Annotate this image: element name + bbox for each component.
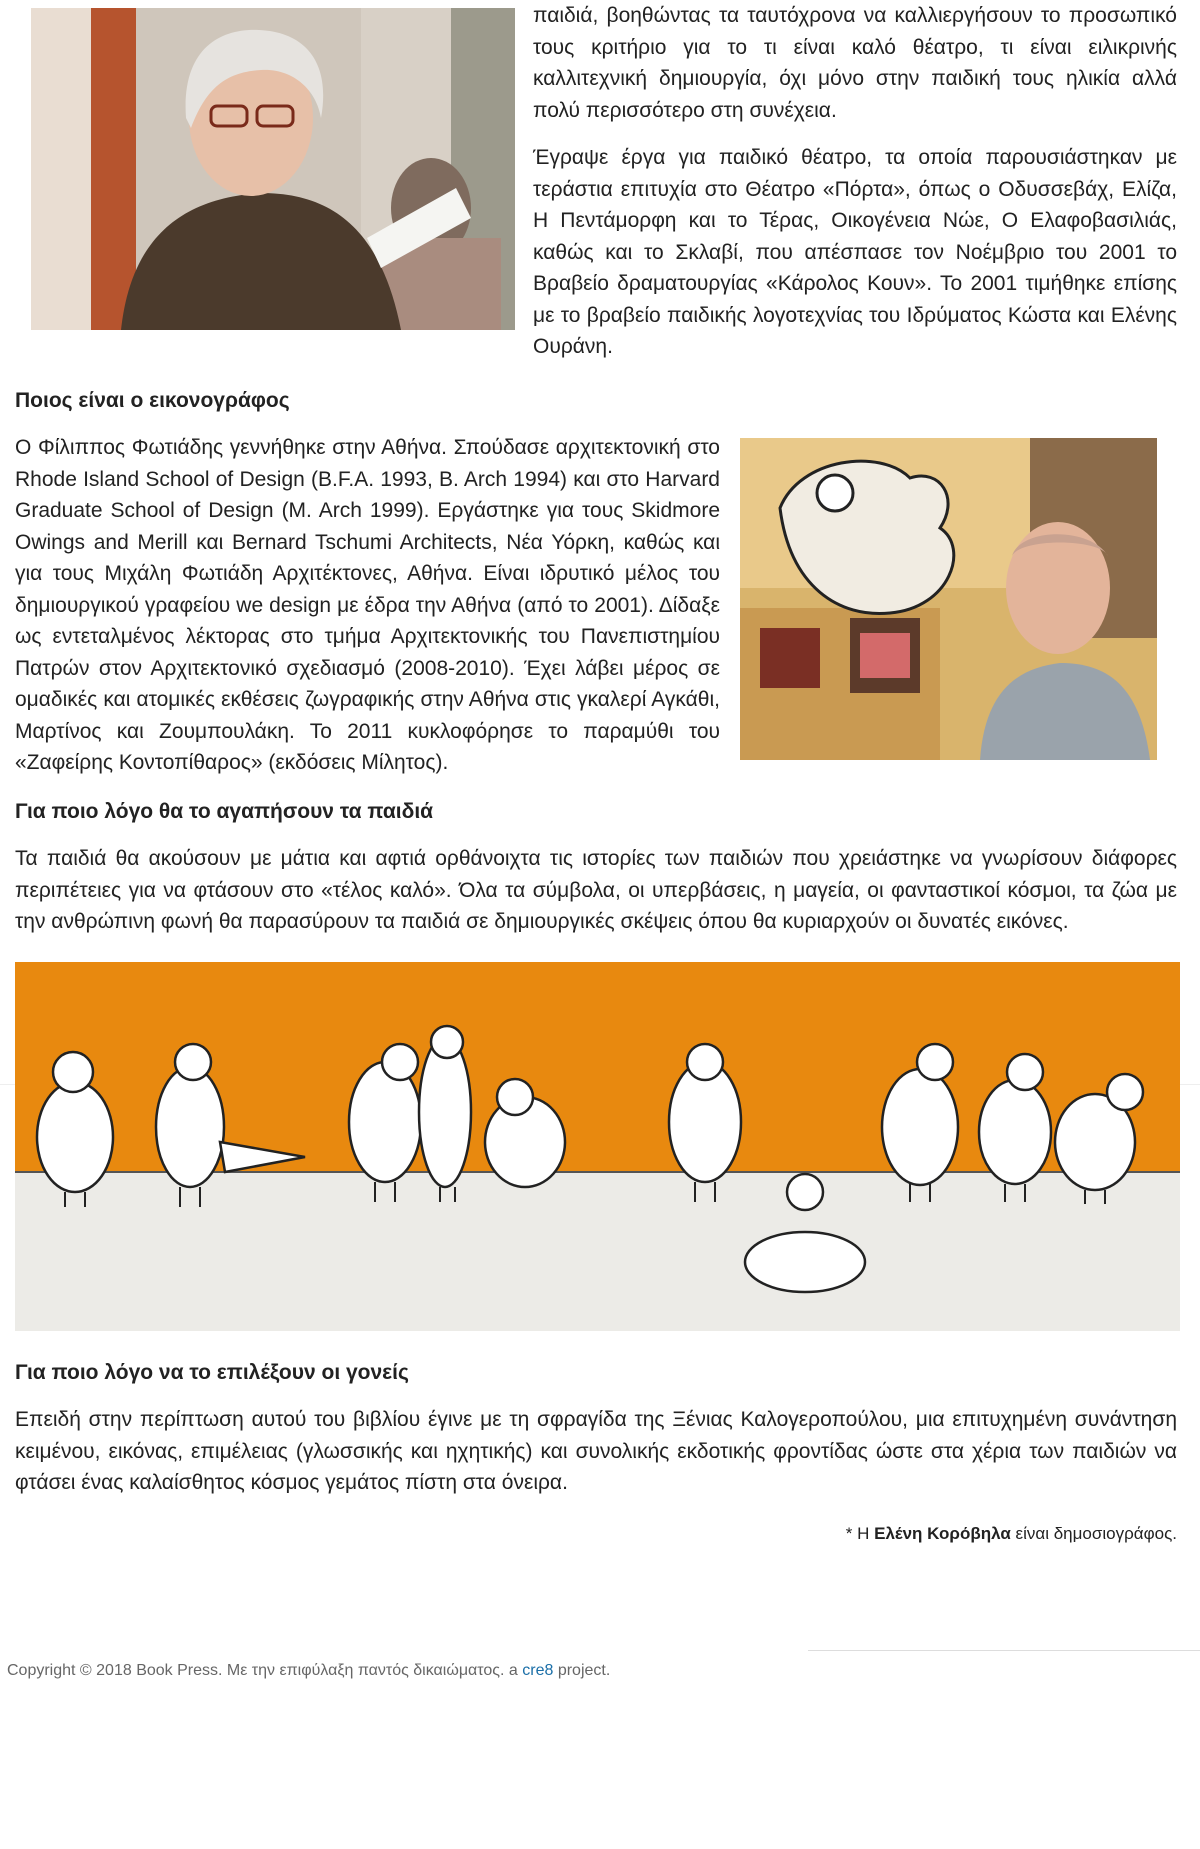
byline-suffix: είναι δημοσιογράφος.: [1015, 1523, 1177, 1543]
illustrator-heading: Ποιος είναι ο εικονογράφος: [15, 388, 290, 412]
intro-paragraph: παιδιά, βοηθώντας τα ταυτόχρονα να καλλιεργήσουν το προσωπικό τους κριτήριο για το τι είναι καλό θέατρο, τι είναι ειλικρινής καλλιτεχνική δημιουργία, όχι μόνο στην παιδική τους ηλικία αλλά πολύ περισσότερο στη συνέχεια.: [533, 4, 1177, 122]
footer-copyright: Copyright © 2018 Book Press. Με την επιφύλαξη παντός δικαιώματος. a: [7, 1662, 518, 1679]
footer-suffix: project.: [557, 1662, 611, 1679]
article-body: [15, 0, 1177, 1547]
children-heading: Για ποιο λόγο θα το αγαπήσουν τα παιδιά: [15, 799, 434, 823]
illustrator-paragraph: Ο Φίλιππος Φωτιάδης γεννήθηκε στην Αθήνα. Σπούδασε αρχιτεκτονική στο Rhode Island School of Design (B.F.A. 1993, B. Arch 1994) και στο Harvard Graduate School of Design (M. Arch 1999). Εργάστηκε για τους Skidmore Owings and Merill και Bernard Tschumi Architects, Νέα Υόρκη, καθώς και για τους Μιχάλη Φωτιάδη Αρχιτέκτονες, Αθήνα. Είναι ιδρυτικό μέλος του δημιουργικού γραφείου we design με έδρα την Αθήνα (από το 2001). Δίδαξε ως εντεταλμένος λέκτορας στο τμήμα Αρχιτεκτονικής του Πανεπιστημίου Πατρών στον Αρχιτεκτονικό σχεδιασμό (2008-2010). Έχει λάβει μέρος σε ομαδικές και ατομικές εκθέσεις ζωγραφικής στην Αθήνα στις γκαλερί Αγκάθι, Μαρτίνος και Ζουμπουλάκη. Το 2011 κυκλοφόρησε το παραμύθι του «Ζαφείρης Κοντοπίθαρος» (εκδόσεις Μίλητος).: [15, 436, 720, 774]
footer: [7, 1660, 610, 1682]
illustrator-photo: [740, 438, 1157, 760]
parents-heading: Για ποιο λόγο να το επιλέξουν οι γονείς: [15, 1360, 409, 1384]
byline: [15, 1521, 1177, 1547]
pigeons-banner-illustration: [15, 962, 1180, 1331]
byline-name: Ελένη Κορόβηλα: [874, 1523, 1011, 1543]
byline-prefix: * Η: [845, 1523, 870, 1543]
parents-paragraph: Επειδή στην περίπτωση αυτού του βιβλίου έγινε με τη σφραγίδα της Ξένιας Καλογεροπούλου, μια επιτυχημένη συνάντηση κειμένου, εικόνας, επιμέλειας (γλωσσικής και ηχητικής) και συνολικής εκδοτικής φροντίδας ώστε στα χέρια των παιδιών να φτάσει ένας καλαίσθητος κόσμος γεμάτος πίστη στα όνειρα.: [15, 1408, 1177, 1494]
author-works-paragraph: Έγραψε έργα για παιδικό θέατρο, τα οποία παρουσιάστηκαν με τεράστια επιτυχία στο Θέατρο «Πόρτα», όπως ο Οδυσσεβάχ, Ελίζα, Η Πεντάμορφη και το Τέρας, Οικογένεια Νώε, Ο Ελαφοβασιλιάς, καθώς και το Σκλαβί, που απέσπασε τον Νοέμβριο του 2001 το Βραβείο δραματουργίας «Κάρολος Κουν». Το 2001 τιμήθηκε επίσης με το βραβείο παιδικής λογοτεχνίας του Ιδρύματος Κώστα και Ελένης Ουράνη.: [533, 146, 1177, 358]
author-photo: [31, 8, 515, 330]
footer-cre8-link[interactable]: cre8: [522, 1662, 554, 1679]
footer-divider: [808, 1650, 1200, 1651]
children-paragraph: Τα παιδιά θα ακούσουν με μάτια και αφτιά ορθάνοιχτα τις ιστορίες των παιδιών που χρειάστηκε να γνωρίσουν διάφορες περιπέτειες για να φτάσουν στο «τέλος καλό». Όλα τα σύμβολα, οι υπερβάσεις, η μαγεία, οι φανταστικοί κόσμοι, τα ζώα με την ανθρώπινη φωνή θα παρασύρουν τα παιδιά σε δημιουργικές σκέψεις όπου θα κυριαρχούν οι δυνατές εικόνες.: [15, 847, 1177, 933]
